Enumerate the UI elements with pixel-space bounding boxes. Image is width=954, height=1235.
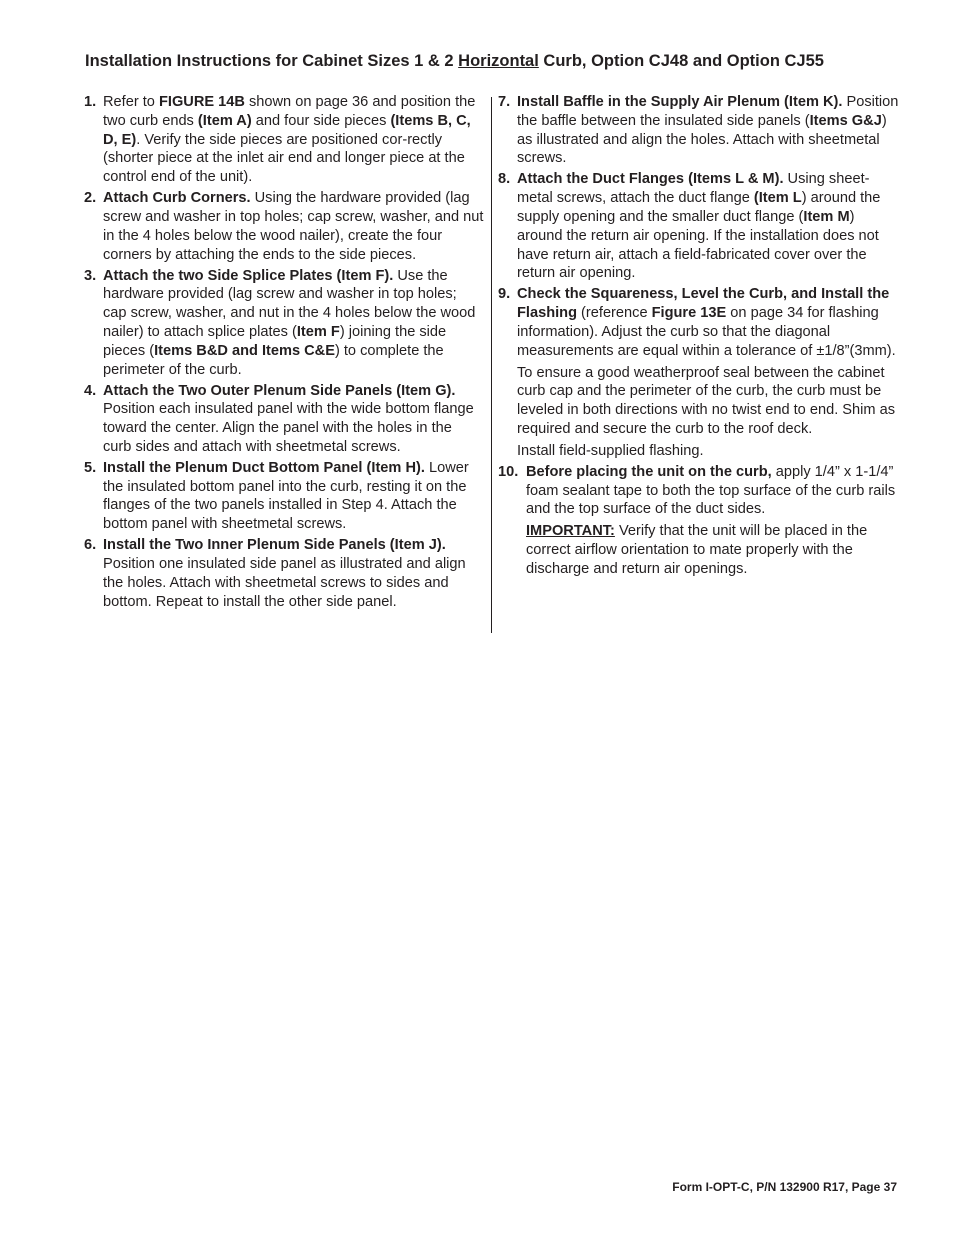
step-1: 1. Refer to FIGURE 14B shown on page 36 and position the two curb ends (Item A) and four side pieces (Items B, C, D, E). Verify the side pieces are positioned cor-rectly (shorter piece at the inlet air end and longer piece at the control end of the unit). bbox=[84, 94, 476, 186]
left-column bbox=[84, 93, 484, 614]
step-4: 4. Attach the Two Outer Plenum Side Panels (Item G). Position each insulated panel with the wide bottom flange toward the center. Align the panel with the holes in the curb sides and attach with sheetmetal screws. bbox=[84, 382, 474, 455]
step-6: 6. Install the Two Inner Plenum Side Panels (Item J). Position one insulated side panel as illustrated and align the holes. Attach with sheetmetal screws to sides and bottom. Repeat to install the other side panel. bbox=[84, 537, 466, 610]
step-10: 10. Before placing the unit on the curb, apply 1/4” x 1-1/4” foam sealant tape to both the top surface of the curb rails and the top surface of the duct sides. IMPORTANT: Verify that the unit will be placed in the correct airflow orientation to mate properly with the discharge and return air openings. bbox=[498, 463, 902, 579]
page-title: Installation Instructions for Cabinet Sizes 1 & 2 Horizontal Curb, Option CJ48 and Option CJ55 bbox=[85, 52, 824, 70]
step-7: 7. Install Baffle in the Supply Air Plenum (Item K). Position the baffle between the insulated side panels (Items G&J) as illustrated and align the holes. Attach with sheetmetal screws. bbox=[498, 94, 899, 167]
step-9: 9. Check the Squareness, Level the Curb, and Install the Flashing (reference Figure 13E on page 34 for flashing information). Adjust the curb so that the diagonal measurements are equal within a tolerance of ±1/8”(3mm). To ensure a good weatherproof seal between the cabinet curb cap and the perimeter of the curb, the curb must be leveled in both directions with no twist end to end. Shim as required and secure the curb to the roof deck. Install field-supplied flashing. bbox=[498, 285, 902, 460]
step-10-important-note: IMPORTANT: Verify that the unit will be placed in the correct airflow orientation to mate properly with the discharge and return air openings. bbox=[526, 523, 868, 577]
column-divider bbox=[491, 97, 492, 633]
step-5: 5. Install the Plenum Duct Bottom Panel (Item H). Lower the insulated bottom panel into the curb, resting it on the flanges of the two panels installed in Step 4. Attach the bottom panel with sheetmetal screws. bbox=[84, 459, 469, 533]
step-8: 8. Attach the Duct Flanges (Items L & M). Using sheet-metal screws, attach the duct flange (Item L) around the supply opening and the smaller duct flange (Item M) around the return air opening. If the installation does not have return air, attach a field-fabricated cover over the return air opening. bbox=[498, 171, 881, 282]
page-footer: Form I-OPT-C, P/N 132900 R17, Page 37 bbox=[672, 1180, 897, 1194]
step-3: 3. Attach the two Side Splice Plates (Item F). Use the hardware provided (lag screw and washer in top holes; cap screw, washer, and nut in the 4 holes below the wood nailer) to attach splice plates (Item F) joining the side pieces (Items B&D and Items C&E) to complete the perimeter of the curb. bbox=[84, 267, 476, 378]
right-column bbox=[498, 93, 902, 581]
title-underlined-word: Horizontal bbox=[458, 52, 539, 70]
step-9-paragraph-2: To ensure a good weatherproof seal between the cabinet curb cap and the perimeter of the curb, the curb must be leveled in both directions with no twist end to end. Shim as required and secure the curb to the roof deck. bbox=[517, 364, 896, 437]
step-2: 2. Attach Curb Corners. Using the hardware provided (lag screw and washer in top holes; cap screw, washer, and nut in the 4 holes below the wood nailer), create the four corners by attaching the ends to the side pieces. bbox=[84, 190, 484, 263]
step-9-paragraph-3: Install field-supplied flashing. bbox=[517, 442, 704, 459]
